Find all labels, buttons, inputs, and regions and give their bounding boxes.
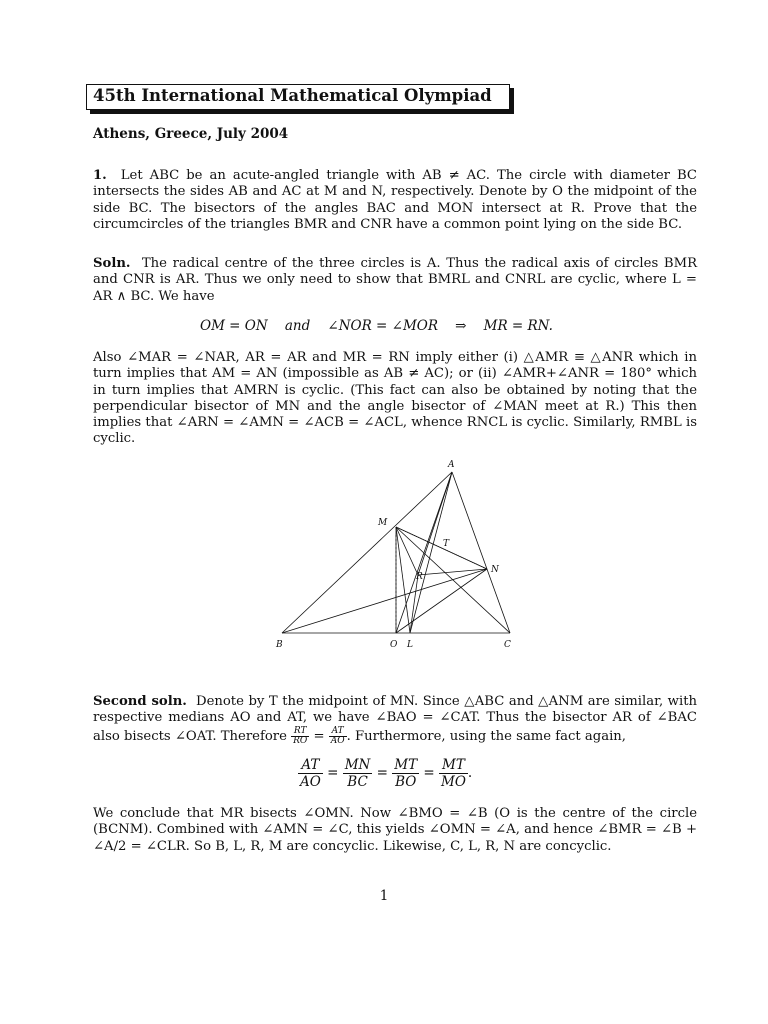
label-R: R [416, 572, 423, 582]
title-box [86, 84, 510, 110]
label-B: B [276, 640, 283, 650]
label-T: T [443, 539, 450, 549]
solution-2-body: We conclude that MR bisects ∠OMN. Now ∠BMO = ∠B (O is the centre of the circle (BCNM). Combined with ∠AMN = ∠C, this yields ∠OMN = ∠A, and hence ∠BMR = ∠B + ∠A/2 = ∠CLR. So B, L, R, M are concyclic. Likewise, C, L, R, N are concyclic. [93, 806, 697, 854]
label-N: N [491, 565, 499, 575]
solution-1-heading: Soln. [93, 256, 131, 271]
problem-number: 1. [93, 168, 107, 183]
solution-1-body: Also ∠MAR = ∠NAR, AR = AR and MR = RN imply either (i) △AMR ≡ △ANR which in turn implies that AM = AN (impossible as AB ≠ AC); or (ii) ∠AMR+∠ANR = 180° which in turn implies that AMRN is cyclic. (This fact can also be obtained by noting that the perpendicular bisector of MN and the angle bisector of ∠MAN meet at R.) This then implies that ∠ARN = ∠AMN = ∠ACB = ∠ACL, whence RNCL is cyclic. Similarly, RMBL is cyclic. [93, 350, 697, 447]
solution-2-text: Denote by T the midpoint of MN. Since △ABC and △ANM are similar, with respective medians AO and AT, we have ∠BAO = ∠CAT. Thus the bisector AR of ∠BAC also bisects ∠OAT. Therefore [93, 694, 697, 744]
solution-1-intro [93, 256, 697, 305]
solution-1-display-equation: OM = ON and ∠NOR = ∠MOR ⇒ MR = RN. [200, 318, 553, 334]
solution-2-heading: Second soln. [93, 694, 187, 709]
fraction-at-ao: $\frac{AT}{AO}$ [330, 725, 345, 746]
solution-2-display-equation: $\frac{AT}{AO}$ = $\frac{MN}{BC}$ = $\frac{MT}{BO}$ = $\frac{MT}{MO}$ . [300, 757, 473, 790]
document-subtitle: Athens, Greece, July 2004 [93, 126, 289, 142]
label-O: O [390, 640, 398, 650]
solution-1-text: The radical centre of the three circles is A. Thus the radical axis of circles BMR and CNR is AR. Thus we only need to show that BMRL and CNRL are cyclic, where L = AR ∧ BC. We have [93, 256, 697, 304]
label-L: L [407, 640, 413, 650]
label-C: C [504, 640, 511, 650]
fraction-rt-ro: $\frac{RT}{RO}$ [293, 725, 308, 746]
page-number: 1 [379, 888, 389, 904]
solution-2-intro: Second soln. Denote by T the midpoint of MN. Since △ABC and △ANM are similar, with respective medians AO and AT, we have ∠BAO = ∠CAT. Thus the bisector AR of ∠BAC also bisects ∠OAT. Therefore $\frac{RT}{RO}$ = $\frac{AT}{AO}$ . Furthermore, using the same fact again, [93, 694, 697, 746]
problem-text: Let ABC be an acute-angled triangle with AB ≠ AC. The circle with diameter BC intersects the sides AB and AC at M and N, respectively. Denote by O the midpoint of the side BC. The bisectors of the angles BAC and MON intersect at R. Prove that the circumcircles of the triangles BMR and CNR have a common point lying on the side BC. [93, 168, 697, 232]
label-M: M [378, 518, 388, 528]
geometry-figure [270, 455, 530, 655]
document-title: 45th International Mathematical Olympiad [93, 86, 492, 105]
label-A: A [448, 460, 455, 470]
problem-statement [93, 168, 697, 233]
